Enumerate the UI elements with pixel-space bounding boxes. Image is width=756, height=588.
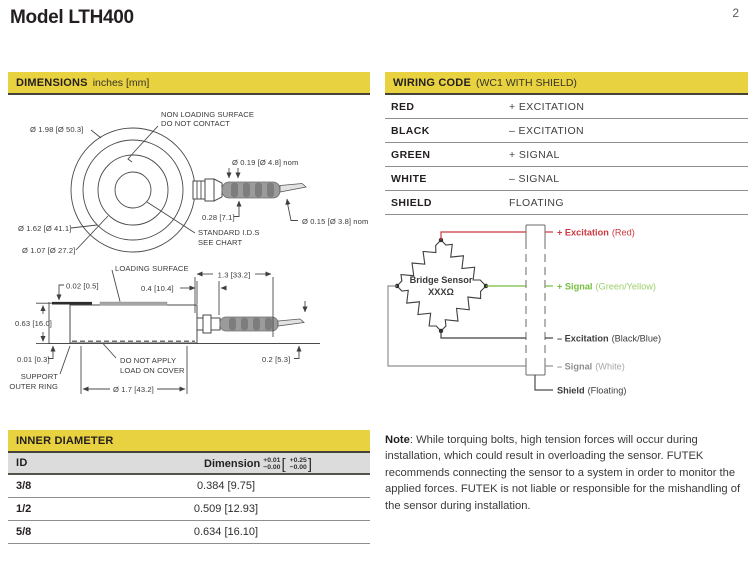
id-value: 5/8 bbox=[16, 526, 32, 538]
inner-diameter-row bbox=[8, 521, 370, 544]
wiring-row-red bbox=[385, 95, 748, 119]
wire-color: WHITE bbox=[391, 172, 427, 185]
dim-step-height: 0.02 [0.5] bbox=[66, 281, 99, 291]
bridge-wiring-diagram bbox=[385, 216, 756, 428]
dim-outer-diameter: Ø 1.98 [Ø 50.3] bbox=[30, 125, 84, 134]
inner-diameter-column-header bbox=[8, 453, 370, 475]
dimension-value: 0.384 [9.75] bbox=[196, 480, 256, 492]
standard-ids-label2: SEE CHART bbox=[198, 238, 243, 247]
wire-function: – SIGNAL bbox=[509, 172, 560, 185]
inner-diameter-header-label: INNER DIAMETER bbox=[16, 434, 114, 447]
dimension-value: 0.509 [12.93] bbox=[193, 503, 259, 515]
dim-inner-ring-diameter: Ø 1.07 [Ø 27.2] bbox=[22, 246, 76, 255]
wire-color: RED bbox=[391, 100, 415, 113]
non-loading-surface-label: NON LOADING SURFACE bbox=[161, 110, 255, 119]
page-number: 2 bbox=[732, 6, 739, 20]
side-view-cable bbox=[197, 315, 304, 333]
dim-connector-offset: 0.4 [10.4] bbox=[141, 284, 174, 293]
cover-warning-label: DO NOT APPLY bbox=[120, 356, 177, 365]
tolerance-bracket-open: [ bbox=[281, 455, 286, 473]
dim-cable-diameter: Ø 0.19 [Ø 4.8] nom bbox=[232, 158, 299, 167]
wire-color: SHIELD bbox=[391, 196, 432, 209]
lead-signal-neg: – Signal (White) bbox=[557, 361, 625, 372]
wiring-row-shield bbox=[385, 191, 748, 215]
dim-wire-height: 0.2 [5.3] bbox=[262, 355, 291, 364]
loading-surface-label: LOADING SURFACE bbox=[115, 264, 189, 273]
installation-note bbox=[385, 432, 751, 514]
standard-ids-label: STANDARD I.D.S bbox=[198, 228, 260, 237]
page-title: Model LTH400 bbox=[10, 7, 134, 28]
bridge-wires bbox=[388, 232, 553, 390]
lead-excitation-pos: + Excitation (Red) bbox=[557, 227, 635, 238]
dim-wire-diameter: Ø 0.15 [Ø 3.8] nom bbox=[302, 217, 369, 226]
inner-diameter-header bbox=[8, 430, 370, 453]
dimension-column-label: Dimension +0.01 −0.00 [ +0.25 −0.00 ] bbox=[204, 455, 312, 473]
note-text: : While torquing bolts, high tension forces will occur during installation, which could result in overloading the sensor. FUTEK recommends connecting the sensor to a system in order to monitor the applied forces. FUTEK is not liable or responsible for the mishandling of the sensor during installation. bbox=[385, 434, 741, 512]
dim-cover-diameter: Ø 1.7 [43.2] bbox=[113, 385, 154, 394]
support-ring-label2: OUTER RING bbox=[9, 382, 58, 391]
wiring-code-table bbox=[385, 95, 748, 215]
dimensions-header-label: DIMENSIONS bbox=[16, 76, 88, 89]
wiring-header-label: WIRING CODE bbox=[393, 76, 471, 89]
note-label: Note bbox=[385, 434, 410, 446]
wiring-row-white bbox=[385, 167, 748, 191]
wire-function: + EXCITATION bbox=[509, 100, 585, 113]
non-loading-surface-label2: DO NOT CONTACT bbox=[161, 119, 231, 128]
top-view-body bbox=[71, 128, 195, 252]
wiring-row-green bbox=[385, 143, 748, 167]
cable-sheath bbox=[526, 225, 545, 375]
cover-warning-label2: LOAD ON COVER bbox=[120, 366, 185, 375]
wiring-row-black bbox=[385, 119, 748, 143]
wire-function: FLOATING bbox=[509, 196, 564, 209]
id-value: 3/8 bbox=[16, 480, 32, 492]
id-value: 1/2 bbox=[16, 503, 32, 515]
bridge-sensor-ohms: XXXΩ bbox=[428, 287, 454, 297]
tolerance-mm: +0.25 −0.00 bbox=[289, 457, 307, 471]
dim-cable-length: 1.3 [33.2] bbox=[217, 270, 251, 280]
dim-body-height: 0.63 [16.0] bbox=[15, 319, 52, 328]
wiring-header-suffix: (WC1 WITH SHIELD) bbox=[475, 76, 577, 89]
dim-connector-length: 0.28 [7.1] bbox=[202, 213, 235, 222]
inner-diameter-table bbox=[8, 430, 370, 544]
lead-signal-pos: + Signal (Green/Yellow) bbox=[557, 281, 656, 292]
wire-color: BLACK bbox=[391, 124, 430, 137]
tolerance-inches: +0.01 −0.00 bbox=[263, 457, 281, 471]
tolerance-bracket-close: ] bbox=[307, 455, 312, 473]
wire-color: GREEN bbox=[391, 148, 431, 161]
bridge-nodes bbox=[395, 238, 488, 333]
wire-function: – EXCITATION bbox=[509, 124, 585, 137]
lead-excitation-neg: – Excitation (Black/Blue) bbox=[557, 333, 662, 344]
dim-ring-step: 0.01 [0.3] bbox=[17, 355, 50, 364]
dim-mid-diameter: Ø 1.62 [Ø 41.1] bbox=[18, 224, 72, 233]
inner-diameter-row bbox=[8, 498, 370, 521]
inner-diameter-row bbox=[8, 475, 370, 498]
wiring-section-header bbox=[385, 72, 748, 95]
bridge-resistors bbox=[393, 236, 489, 335]
dimension-value: 0.634 [16.10] bbox=[193, 526, 259, 538]
wire-function: + SIGNAL bbox=[509, 148, 560, 161]
top-view-cable bbox=[193, 179, 306, 201]
dimensions-section-header bbox=[8, 72, 370, 95]
dimensions-header-units: inches [mm] bbox=[92, 76, 150, 89]
lead-shield: Shield (Floating) bbox=[557, 385, 627, 396]
bridge-sensor-label: Bridge Sensor bbox=[409, 275, 473, 285]
dimensions-drawing bbox=[8, 95, 370, 426]
support-ring-label: SUPPORT bbox=[20, 372, 58, 381]
id-column-label: ID bbox=[16, 457, 28, 469]
